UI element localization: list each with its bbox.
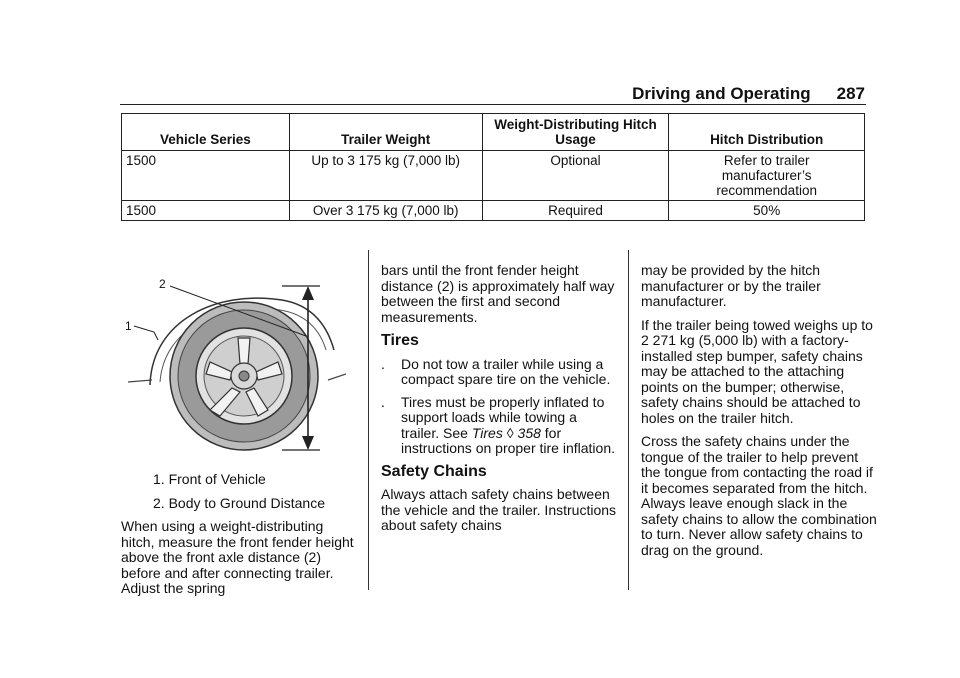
tires-heading: Tires bbox=[381, 332, 419, 349]
hitch-table bbox=[121, 113, 865, 221]
table-cell: 1500 bbox=[122, 201, 290, 221]
table-header-cell: Weight-Distributing Hitch Usage bbox=[482, 114, 669, 151]
paragraph: If the trailer being towed weighs up to 2 271 kg (5,000 lb) with a factory-installed step bumper, safety chains may be attached to the attaching points on the bumper; otherwise, safety chains should be attached to holes on the trailer hitch. bbox=[641, 316, 873, 426]
left-column bbox=[121, 472, 355, 605]
column-divider bbox=[368, 250, 369, 590]
table-cell: Optional bbox=[482, 151, 669, 201]
bullet-marker: . bbox=[381, 355, 385, 372]
continuation-paragraph: bars until the front fender height distance (2) is approximately half way between the first and second measurements. bbox=[381, 262, 615, 325]
safety-chains-heading: Safety Chains bbox=[381, 462, 487, 480]
right-column bbox=[641, 263, 877, 566]
reference-page[interactable]: 358 bbox=[517, 424, 541, 441]
column-divider bbox=[628, 250, 629, 590]
page-number: 287 bbox=[836, 84, 865, 103]
reference-symbol: ◊ bbox=[506, 424, 514, 441]
table-row bbox=[122, 151, 865, 201]
table-cell: Refer to trailer manufacturer’s recommendation bbox=[669, 151, 865, 201]
table-header-cell: Vehicle Series bbox=[122, 114, 290, 151]
callout-2-label: 2 bbox=[159, 277, 166, 291]
wheel-fender-illustration bbox=[122, 270, 346, 466]
table-cell: Required bbox=[482, 201, 669, 221]
caption-item: 2. Body to Ground Distance bbox=[153, 494, 325, 511]
bullet-text: Do not tow a trailer while using a compact spare tire on the vehicle. bbox=[401, 355, 611, 387]
table-cell: Up to 3 175 kg (7,000 lb) bbox=[289, 151, 482, 201]
section-title: Driving and Operating bbox=[632, 84, 811, 103]
callout-1-label: 1 bbox=[125, 319, 132, 333]
table-header-cell: Hitch Distribution bbox=[669, 114, 865, 151]
list-item bbox=[381, 357, 617, 388]
paragraph: may be provided by the hitch manufacturer or by the trailer manufacturer. bbox=[641, 262, 821, 309]
caption-item: 1. Front of Vehicle bbox=[153, 471, 266, 487]
figure-captions bbox=[121, 472, 355, 511]
paragraph: Cross the safety chains under the tongue of the trailer to help prevent the tongue from contacting the road if it becomes separated from the hitch. Always leave enough slack in the safety chains to allow the combination to turn. Never allow safety chains to drag on the ground. bbox=[641, 433, 877, 558]
table-row bbox=[122, 201, 865, 221]
table-cell: 50% bbox=[669, 201, 865, 221]
table-cell: Over 3 175 kg (7,000 lb) bbox=[289, 201, 482, 221]
safety-chains-paragraph: Always attach safety chains between the vehicle and the trailer. Instructions about safety chains bbox=[381, 486, 617, 533]
middle-column bbox=[381, 263, 617, 542]
table-header-cell: Trailer Weight bbox=[289, 114, 482, 151]
tires-reference-link[interactable]: Tires bbox=[471, 424, 503, 441]
table-cell: 1500 bbox=[122, 151, 290, 201]
page-header bbox=[120, 84, 865, 104]
table-header-row bbox=[122, 114, 865, 151]
bullet-text: for instructions on proper tire inflation. bbox=[401, 424, 615, 456]
list-item bbox=[381, 395, 617, 457]
bullet-text: Tires must be properly inflated to support loads while towing a trailer. See bbox=[401, 393, 605, 441]
hitch-paragraph: When using a weight-distributing hitch, measure the front fender height above the front axle distance (2) before and after connecting trailer. Adjust the spring bbox=[121, 518, 354, 596]
bullet-marker: . bbox=[381, 393, 385, 410]
header-rule bbox=[120, 104, 866, 105]
